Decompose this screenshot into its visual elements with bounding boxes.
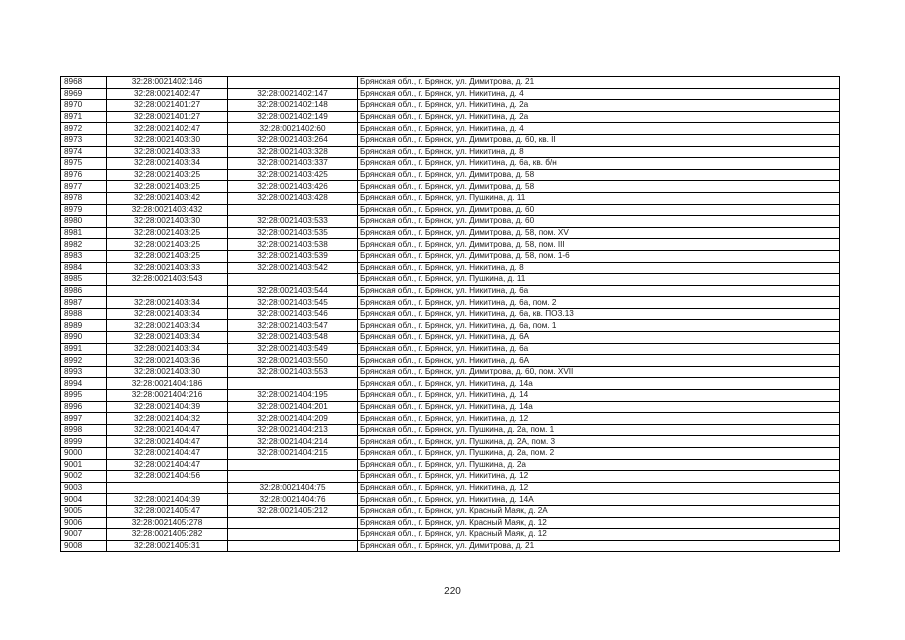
object-cadastral-number-cell: 32:28:0021404:215 bbox=[228, 448, 358, 460]
cadastral-number-cell: 32:28:0021403:432 bbox=[107, 204, 228, 216]
address-cell: Брянская обл., г. Брянск, ул. Пушкина, д. 2а, пом. 2 bbox=[358, 448, 840, 460]
address-cell: Брянская обл., г. Брянск, ул. Никитина, д. 6А bbox=[358, 332, 840, 344]
cadastral-number-cell: 32:28:0021403:34 bbox=[107, 158, 228, 170]
address-cell: Брянская обл., г. Брянск, ул. Красный Маяк, д. 12 bbox=[358, 529, 840, 541]
object-cadastral-number-cell: 32:28:0021403:539 bbox=[228, 250, 358, 262]
address-cell: Брянская обл., г. Брянск, ул. Димитрова, д. 60, пом. XVII bbox=[358, 366, 840, 378]
cadastral-number-cell: 32:28:0021404:39 bbox=[107, 401, 228, 413]
address-cell: Брянская обл., г. Брянск, ул. Никитина, д. 14 bbox=[358, 390, 840, 402]
object-cadastral-number-cell: 32:28:0021403:533 bbox=[228, 216, 358, 228]
object-cadastral-number-cell: 32:28:0021402:60 bbox=[228, 123, 358, 135]
object-cadastral-number-cell: 32:28:0021404:201 bbox=[228, 401, 358, 413]
object-cadastral-number-cell: 32:28:0021402:149 bbox=[228, 111, 358, 123]
row-number-cell: 8993 bbox=[61, 366, 107, 378]
row-number-cell: 8980 bbox=[61, 216, 107, 228]
object-cadastral-number-cell: 32:28:0021403:428 bbox=[228, 192, 358, 204]
cadastral-number-cell: 32:28:0021403:33 bbox=[107, 146, 228, 158]
table-row bbox=[61, 343, 840, 355]
address-cell: Брянская обл., г. Брянск, ул. Димитрова, д. 58 bbox=[358, 169, 840, 181]
table-row bbox=[61, 378, 840, 390]
row-number-cell: 8975 bbox=[61, 158, 107, 170]
address-cell: Брянская обл., г. Брянск, ул. Димитрова, д. 21 bbox=[358, 540, 840, 552]
table-row bbox=[61, 239, 840, 251]
row-number-cell: 8970 bbox=[61, 100, 107, 112]
cadastral-number-cell: 32:28:0021405:31 bbox=[107, 540, 228, 552]
cadastral-number-cell: 32:28:0021404:47 bbox=[107, 448, 228, 460]
row-number-cell: 8971 bbox=[61, 111, 107, 123]
table-row bbox=[61, 204, 840, 216]
table-row bbox=[61, 448, 840, 460]
cadastral-number-cell: 32:28:0021402:146 bbox=[107, 77, 228, 89]
cadastral-number-cell: 32:28:0021403:34 bbox=[107, 332, 228, 344]
row-number-cell: 8977 bbox=[61, 181, 107, 193]
address-cell: Брянская обл., г. Брянск, ул. Никитина, д. 14а bbox=[358, 378, 840, 390]
register-table bbox=[60, 76, 840, 552]
address-cell: Брянская обл., г. Брянск, ул. Никитина, д. 6а bbox=[358, 285, 840, 297]
object-cadastral-number-cell: 32:28:0021403:264 bbox=[228, 134, 358, 146]
address-cell: Брянская обл., г. Брянск, ул. Никитина, д. 8 bbox=[358, 262, 840, 274]
object-cadastral-number-cell: 32:28:0021403:425 bbox=[228, 169, 358, 181]
table-row bbox=[61, 88, 840, 100]
object-cadastral-number-cell: 32:28:0021403:426 bbox=[228, 181, 358, 193]
cadastral-number-cell bbox=[107, 482, 228, 494]
object-cadastral-number-cell bbox=[228, 540, 358, 552]
table-row bbox=[61, 332, 840, 344]
row-number-cell: 8973 bbox=[61, 134, 107, 146]
table-row bbox=[61, 169, 840, 181]
row-number-cell: 8991 bbox=[61, 343, 107, 355]
row-number-cell: 8985 bbox=[61, 274, 107, 286]
row-number-cell: 8982 bbox=[61, 239, 107, 251]
row-number-cell: 8976 bbox=[61, 169, 107, 181]
cadastral-number-cell: 32:28:0021403:25 bbox=[107, 250, 228, 262]
address-cell: Брянская обл., г. Брянск, ул. Никитина, д. 12 bbox=[358, 471, 840, 483]
address-cell: Брянская обл., г. Брянск, ул. Пушкина, д. 2а, пом. 1 bbox=[358, 424, 840, 436]
table-row bbox=[61, 390, 840, 402]
row-number-cell: 9005 bbox=[61, 505, 107, 517]
row-number-cell: 8999 bbox=[61, 436, 107, 448]
table-row bbox=[61, 274, 840, 286]
address-cell: Брянская обл., г. Брянск, ул. Димитрова, д. 58, пом. 1-6 bbox=[358, 250, 840, 262]
object-cadastral-number-cell: 32:28:0021403:328 bbox=[228, 146, 358, 158]
row-number-cell: 9006 bbox=[61, 517, 107, 529]
row-number-cell: 8995 bbox=[61, 390, 107, 402]
table-row bbox=[61, 459, 840, 471]
object-cadastral-number-cell bbox=[228, 471, 358, 483]
object-cadastral-number-cell: 32:28:0021402:148 bbox=[228, 100, 358, 112]
row-number-cell: 9004 bbox=[61, 494, 107, 506]
address-cell: Брянская обл., г. Брянск, ул. Пушкина, д. 11 bbox=[358, 192, 840, 204]
table-row bbox=[61, 297, 840, 309]
address-cell: Брянская обл., г. Брянск, ул. Пушкина, д. 11 bbox=[358, 274, 840, 286]
address-cell: Брянская обл., г. Брянск, ул. Димитрова, д. 60 bbox=[358, 216, 840, 228]
table-row bbox=[61, 262, 840, 274]
cadastral-number-cell: 32:28:0021404:186 bbox=[107, 378, 228, 390]
cadastral-number-cell: 32:28:0021403:34 bbox=[107, 297, 228, 309]
address-cell: Брянская обл., г. Брянск, ул. Димитрова, д. 58, пом. XV bbox=[358, 227, 840, 239]
address-cell: Брянская обл., г. Брянск, ул. Никитина, д. 2а bbox=[358, 100, 840, 112]
object-cadastral-number-cell: 32:28:0021403:553 bbox=[228, 366, 358, 378]
row-number-cell: 8987 bbox=[61, 297, 107, 309]
address-cell: Брянская обл., г. Брянск, ул. Димитрова, д. 58 bbox=[358, 181, 840, 193]
address-cell: Брянская обл., г. Брянск, ул. Пушкина, д. 2а bbox=[358, 459, 840, 471]
cadastral-number-cell: 32:28:0021403:34 bbox=[107, 343, 228, 355]
object-cadastral-number-cell: 32:28:0021403:548 bbox=[228, 332, 358, 344]
row-number-cell: 9003 bbox=[61, 482, 107, 494]
address-cell: Брянская обл., г. Брянск, ул. Никитина, д. 6а, кв. ПОЗ.13 bbox=[358, 308, 840, 320]
row-number-cell: 8983 bbox=[61, 250, 107, 262]
cadastral-number-cell: 32:28:0021405:278 bbox=[107, 517, 228, 529]
address-cell: Брянская обл., г. Брянск, ул. Димитрова, д. 60, кв. II bbox=[358, 134, 840, 146]
row-number-cell: 9001 bbox=[61, 459, 107, 471]
cadastral-number-cell: 32:28:0021404:47 bbox=[107, 436, 228, 448]
cadastral-number-cell: 32:28:0021404:47 bbox=[107, 459, 228, 471]
object-cadastral-number-cell: 32:28:0021403:545 bbox=[228, 297, 358, 309]
table-row bbox=[61, 123, 840, 135]
object-cadastral-number-cell: 32:28:0021404:76 bbox=[228, 494, 358, 506]
row-number-cell: 8969 bbox=[61, 88, 107, 100]
table-row bbox=[61, 134, 840, 146]
table-row bbox=[61, 100, 840, 112]
address-cell: Брянская обл., г. Брянск, ул. Никитина, д. 14а bbox=[358, 401, 840, 413]
table-row bbox=[61, 517, 840, 529]
address-cell: Брянская обл., г. Брянск, ул. Никитина, д. 12 bbox=[358, 482, 840, 494]
table-row bbox=[61, 436, 840, 448]
table-row bbox=[61, 308, 840, 320]
cadastral-number-cell: 32:28:0021403:543 bbox=[107, 274, 228, 286]
row-number-cell: 8997 bbox=[61, 413, 107, 425]
row-number-cell: 8979 bbox=[61, 204, 107, 216]
object-cadastral-number-cell: 32:28:0021404:75 bbox=[228, 482, 358, 494]
object-cadastral-number-cell: 32:28:0021403:544 bbox=[228, 285, 358, 297]
address-cell: Брянская обл., г. Брянск, ул. Пушкина, д. 2А, пом. 3 bbox=[358, 436, 840, 448]
cadastral-number-cell: 32:28:0021402:47 bbox=[107, 88, 228, 100]
row-number-cell: 9008 bbox=[61, 540, 107, 552]
table-row bbox=[61, 77, 840, 89]
object-cadastral-number-cell: 32:28:0021404:195 bbox=[228, 390, 358, 402]
table-row bbox=[61, 424, 840, 436]
object-cadastral-number-cell: 32:28:0021403:550 bbox=[228, 355, 358, 367]
table-row bbox=[61, 181, 840, 193]
object-cadastral-number-cell bbox=[228, 459, 358, 471]
cadastral-number-cell: 32:28:0021405:282 bbox=[107, 529, 228, 541]
table-row bbox=[61, 482, 840, 494]
cadastral-number-cell: 32:28:0021403:25 bbox=[107, 169, 228, 181]
object-cadastral-number-cell bbox=[228, 204, 358, 216]
row-number-cell: 8981 bbox=[61, 227, 107, 239]
row-number-cell: 8990 bbox=[61, 332, 107, 344]
cadastral-number-cell: 32:28:0021403:30 bbox=[107, 216, 228, 228]
object-cadastral-number-cell: 32:28:0021403:538 bbox=[228, 239, 358, 251]
row-number-cell: 9002 bbox=[61, 471, 107, 483]
table-row bbox=[61, 111, 840, 123]
cadastral-number-cell: 32:28:0021404:56 bbox=[107, 471, 228, 483]
cadastral-number-cell: 32:28:0021403:25 bbox=[107, 239, 228, 251]
object-cadastral-number-cell: 32:28:0021403:547 bbox=[228, 320, 358, 332]
cadastral-number-cell: 32:28:0021403:30 bbox=[107, 134, 228, 146]
row-number-cell: 8974 bbox=[61, 146, 107, 158]
address-cell: Брянская обл., г. Брянск, ул. Никитина, д. 14А bbox=[358, 494, 840, 506]
object-cadastral-number-cell: 32:28:0021403:546 bbox=[228, 308, 358, 320]
table-row bbox=[61, 216, 840, 228]
object-cadastral-number-cell: 32:28:0021403:542 bbox=[228, 262, 358, 274]
cadastral-number-cell bbox=[107, 285, 228, 297]
cadastral-number-cell: 32:28:0021404:32 bbox=[107, 413, 228, 425]
table-row bbox=[61, 401, 840, 413]
address-cell: Брянская обл., г. Брянск, ул. Никитина, д. 12 bbox=[358, 413, 840, 425]
address-cell: Брянская обл., г. Брянск, ул. Никитина, д. 8 bbox=[358, 146, 840, 158]
row-number-cell: 8986 bbox=[61, 285, 107, 297]
row-number-cell: 9007 bbox=[61, 529, 107, 541]
cadastral-number-cell: 32:28:0021404:216 bbox=[107, 390, 228, 402]
cadastral-number-cell: 32:28:0021401:27 bbox=[107, 111, 228, 123]
object-cadastral-number-cell bbox=[228, 378, 358, 390]
object-cadastral-number-cell: 32:28:0021403:535 bbox=[228, 227, 358, 239]
cadastral-number-cell: 32:28:0021403:25 bbox=[107, 181, 228, 193]
object-cadastral-number-cell: 32:28:0021404:209 bbox=[228, 413, 358, 425]
address-cell: Брянская обл., г. Брянск, ул. Димитрова, д. 60 bbox=[358, 204, 840, 216]
cadastral-number-cell: 32:28:0021402:47 bbox=[107, 123, 228, 135]
cadastral-number-cell: 32:28:0021403:33 bbox=[107, 262, 228, 274]
cadastral-number-cell: 32:28:0021404:47 bbox=[107, 424, 228, 436]
page-number: 220 bbox=[444, 586, 461, 597]
table-row bbox=[61, 471, 840, 483]
address-cell: Брянская обл., г. Брянск, ул. Никитина, д. 4 bbox=[358, 123, 840, 135]
row-number-cell: 8988 bbox=[61, 308, 107, 320]
object-cadastral-number-cell: 32:28:0021405:212 bbox=[228, 505, 358, 517]
table-row bbox=[61, 285, 840, 297]
address-cell: Брянская обл., г. Брянск, ул. Никитина, д. 4 bbox=[358, 88, 840, 100]
cadastral-number-cell: 32:28:0021403:34 bbox=[107, 308, 228, 320]
row-number-cell: 8996 bbox=[61, 401, 107, 413]
table-row bbox=[61, 355, 840, 367]
table-row bbox=[61, 366, 840, 378]
address-cell: Брянская обл., г. Брянск, ул. Димитрова, д. 58, пом. III bbox=[358, 239, 840, 251]
table-row bbox=[61, 540, 840, 552]
row-number-cell: 8978 bbox=[61, 192, 107, 204]
cadastral-number-cell: 32:28:0021403:30 bbox=[107, 366, 228, 378]
row-number-cell: 8992 bbox=[61, 355, 107, 367]
cadastral-number-cell: 32:28:0021404:39 bbox=[107, 494, 228, 506]
address-cell: Брянская обл., г. Брянск, ул. Никитина, д. 6а, пом. 1 bbox=[358, 320, 840, 332]
object-cadastral-number-cell: 32:28:0021403:337 bbox=[228, 158, 358, 170]
address-cell: Брянская обл., г. Брянск, ул. Красный Маяк, д. 12 bbox=[358, 517, 840, 529]
cadastral-number-cell: 32:28:0021403:34 bbox=[107, 320, 228, 332]
address-cell: Брянская обл., г. Брянск, ул. Никитина, д. 6а bbox=[358, 343, 840, 355]
address-cell: Брянская обл., г. Брянск, ул. Никитина, д. 6а, кв. б/н bbox=[358, 158, 840, 170]
cadastral-number-cell: 32:28:0021401:27 bbox=[107, 100, 228, 112]
table-row bbox=[61, 320, 840, 332]
table-row bbox=[61, 250, 840, 262]
register-table-body bbox=[61, 77, 840, 552]
object-cadastral-number-cell bbox=[228, 517, 358, 529]
cadastral-number-cell: 32:28:0021403:36 bbox=[107, 355, 228, 367]
table-row bbox=[61, 529, 840, 541]
address-cell: Брянская обл., г. Брянск, ул. Никитина, д. 6а, пом. 2 bbox=[358, 297, 840, 309]
object-cadastral-number-cell bbox=[228, 529, 358, 541]
table-row bbox=[61, 413, 840, 425]
table-row bbox=[61, 227, 840, 239]
table-row bbox=[61, 146, 840, 158]
table-row bbox=[61, 158, 840, 170]
row-number-cell: 8989 bbox=[61, 320, 107, 332]
table-row bbox=[61, 192, 840, 204]
row-number-cell: 8994 bbox=[61, 378, 107, 390]
address-cell: Брянская обл., г. Брянск, ул. Никитина, д. 6А bbox=[358, 355, 840, 367]
row-number-cell: 8972 bbox=[61, 123, 107, 135]
object-cadastral-number-cell: 32:28:0021404:214 bbox=[228, 436, 358, 448]
object-cadastral-number-cell: 32:28:0021403:549 bbox=[228, 343, 358, 355]
cadastral-number-cell: 32:28:0021403:25 bbox=[107, 227, 228, 239]
cadastral-number-cell: 32:28:0021405:47 bbox=[107, 505, 228, 517]
address-cell: Брянская обл., г. Брянск, ул. Красный Маяк, д. 2А bbox=[358, 505, 840, 517]
address-cell: Брянская обл., г. Брянск, ул. Никитина, д. 2а bbox=[358, 111, 840, 123]
row-number-cell: 9000 bbox=[61, 448, 107, 460]
address-cell: Брянская обл., г. Брянск, ул. Димитрова, д. 21 bbox=[358, 77, 840, 89]
object-cadastral-number-cell: 32:28:0021402:147 bbox=[228, 88, 358, 100]
table-row bbox=[61, 494, 840, 506]
row-number-cell: 8968 bbox=[61, 77, 107, 89]
row-number-cell: 8998 bbox=[61, 424, 107, 436]
object-cadastral-number-cell bbox=[228, 274, 358, 286]
object-cadastral-number-cell: 32:28:0021404:213 bbox=[228, 424, 358, 436]
row-number-cell: 8984 bbox=[61, 262, 107, 274]
object-cadastral-number-cell bbox=[228, 77, 358, 89]
cadastral-number-cell: 32:28:0021403:42 bbox=[107, 192, 228, 204]
table-row bbox=[61, 505, 840, 517]
